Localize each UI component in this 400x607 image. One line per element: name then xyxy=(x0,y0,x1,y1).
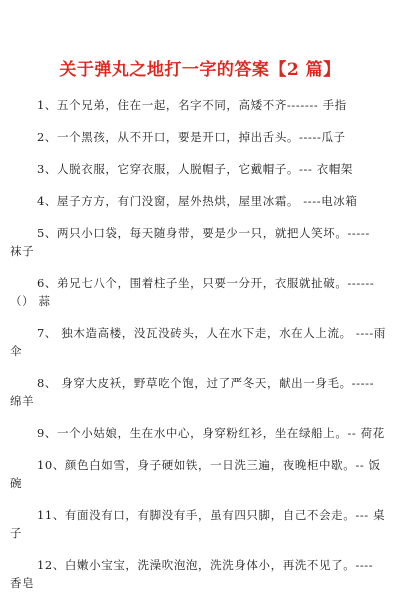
riddle-item: 8、 身穿大皮袄，野草吃个饱，过了严冬天，献出一身毛。-----绵羊 xyxy=(10,376,375,408)
riddle-item: 10、颜色白如雪，身子硬如铁，一日洗三遍，夜晚柜中歇。-- 饭碗 xyxy=(10,458,381,490)
riddle-list xyxy=(10,96,386,606)
riddle-item: 9、一个小姑娘，生在水中心，身穿粉红衫，坐在绿船上。-- 荷花 xyxy=(37,426,385,440)
riddle-item: 5、两只小口袋，每天随身带，要是少一只，就把人笑坏。----- 袜子 xyxy=(10,226,370,258)
riddle-item: 7、 独木造高楼，没瓦没砖头，人在水下走，水在人上流。 ----雨伞 xyxy=(10,326,386,358)
riddle-item: 1、五个兄弟，住在一起，名字不同，高矮不齐------- 手指 xyxy=(37,98,347,112)
document-title: 关于弹丸之地打一字的答案【2 篇】 xyxy=(59,60,341,80)
riddle-item: 11、有面没有口，有脚没有手，虽有四只脚，自己不会走。--- 桌子 xyxy=(10,508,386,540)
riddle-item: 3、人脱衣服，它穿衣服，人脱帽子，它戴帽子。--- 衣帽架 xyxy=(37,162,354,176)
riddle-item: 12、白嫩小宝宝，洗澡吹泡泡，洗洗身体小，再洗不见了。---- 香皂 xyxy=(10,558,374,590)
riddle-item: 6、弟兄七八个，围着柱子坐，只要一分开，衣服就扯破。------（） 蒜 xyxy=(10,276,375,308)
riddle-item: 4、屋子方方，有门没窗，屋外热烘，屋里冰霜。 ----电冰箱 xyxy=(37,194,358,208)
riddle-item: 2、一个黑孩，从不开口，要是开口，掉出舌头。-----瓜子 xyxy=(37,130,346,144)
